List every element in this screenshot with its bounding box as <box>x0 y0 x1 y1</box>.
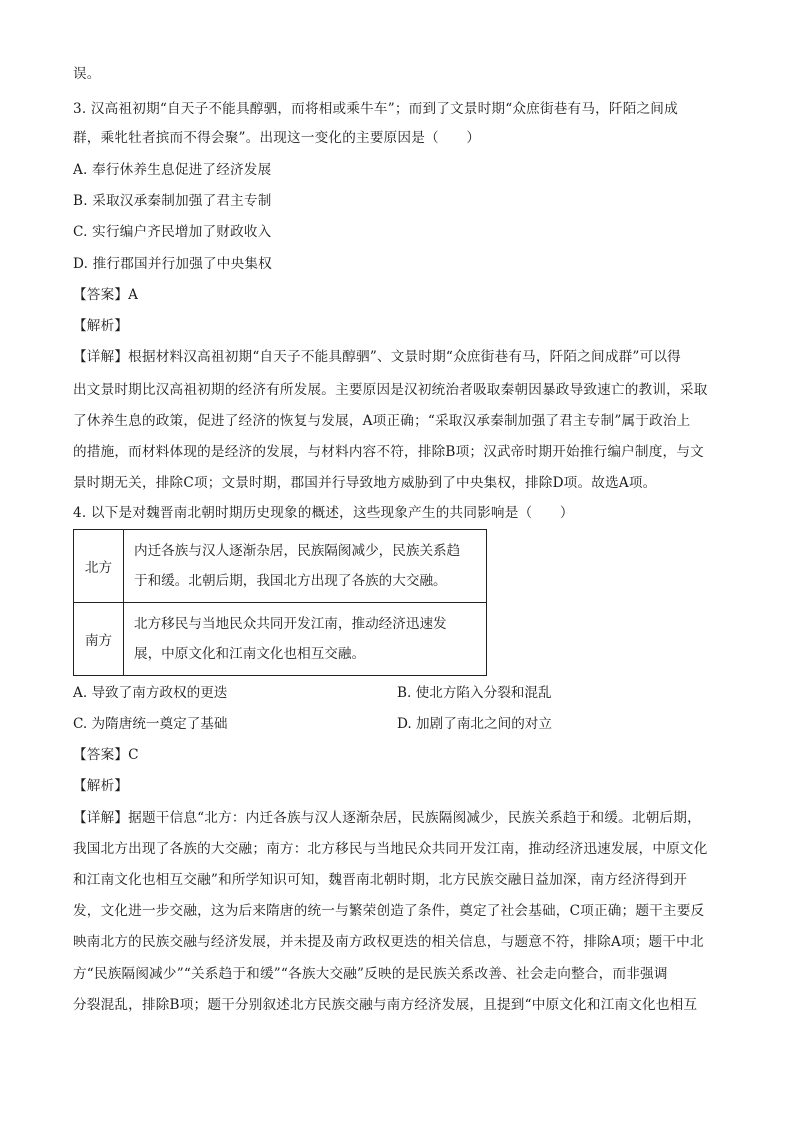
description-line: 展，中原文化和江南文化也相互交融。 <box>134 646 366 662</box>
q3-option-a: A. 奉行休养生息促进了经济发展 <box>73 162 272 178</box>
q3-detail-line: 景时期无关，排除C项；文景时期，郡国并行导致地方威胁到了中央集权，排除D项。故选A项。 <box>73 475 657 491</box>
q4-option-c: C. 为隋唐统一奠定了基础 <box>73 716 228 732</box>
q4-option-a: A. 导致了南方政权的更迭 <box>73 685 228 701</box>
description-line: 内迁各族与汉人逐渐杂居，民族隔阂减少，民族关系趋 <box>134 543 461 559</box>
q3-stem-line-2: 群，乘牝牡者摈而不得会聚”。出现这一变化的主要原因是（ ） <box>73 130 481 146</box>
q4-detail-line: 我国北方出现了各族的大交融；南方：北方移民与当地民众共同开发江南，推动经济迅速发展，中原文化 <box>73 841 708 857</box>
table-row <box>74 603 487 676</box>
region-cell: 北方 <box>74 530 124 603</box>
description-cell <box>124 603 487 676</box>
q3-detail-line: 了休养生息的政策，促进了经济的恢复与发展，A项正确；“采取汉承秦制加强了君主专制”属于政治上 <box>73 413 691 429</box>
q3-option-c: C. 实行编户齐民增加了财政收入 <box>73 224 272 240</box>
description-cell <box>124 530 487 603</box>
q4-option-d: D. 加剧了南北之间的对立 <box>397 716 552 732</box>
description-line: 于和缓。北朝后期，我国北方出现了各族的大交融。 <box>134 573 447 589</box>
region-cell: 南方 <box>74 603 124 676</box>
description-line: 北方移民与当地民众共同开发江南，推动经济迅速发 <box>134 616 447 632</box>
q3-option-b: B. 采取汉承秦制加强了君主专制 <box>73 193 272 209</box>
q4-detail-line: 【详解】据题干信息“北方：内迁各族与汉人逐渐杂居，民族隔阂减少，民族关系趋于和缓。北朝后期， <box>73 810 701 826</box>
previous-text-fragment: 误。 <box>73 66 101 82</box>
q3-analysis-label: 【解析】 <box>73 318 129 334</box>
q3-detail-line: 的措施，而材料体现的是经济的发展，与材料内容不符，排除B项；汉武帝时期开始推行编户制度，与文 <box>73 444 704 460</box>
q3-detail-line: 【详解】根据材料汉高祖初期“自天子不能具醇驷”、文景时期“众庶街巷有马，阡陌之间成群”可以得 <box>73 349 681 365</box>
q3-option-d: D. 推行郡国并行加强了中央集权 <box>73 256 272 272</box>
q4-detail-line: 方“民族隔阂减少”“关系趋于和缓”“各族大交融”反映的是民族关系改善、社会走向整合，而非强调 <box>73 966 668 982</box>
q4-option-b: B. 使北方陷入分裂和混乱 <box>397 685 552 701</box>
q4-stem: 4. 以下是对魏晋南北朝时期历史现象的概述，这些现象产生的共同影响是（ ） <box>73 505 574 521</box>
q4-detail-line: 和江南文化也相互交融”和所学知识可知，魏晋南北朝时期，北方民族交融日益加深，南方经济得到开 <box>73 872 688 888</box>
q4-detail-line: 映南北方的民族交融与经济发展，并未提及南方政权更迭的相关信息，与题意不符，排除A项；题干中北 <box>73 934 704 950</box>
q3-detail-line: 出文景时期比汉高祖初期的经济有所发展。主要原因是汉初统治者吸取秦朝因暴政导致速亡的教训，采取 <box>73 382 708 398</box>
q3-stem-line-1: 3. 汉高祖初期“自天子不能具醇驷，而将相或乘牛车”；而到了文景时期“众庶街巷有马，阡陌之间成 <box>73 101 678 117</box>
q4-detail-line: 分裂混乱，排除B项；题干分别叙述北方民族交融与南方经济发展，且提到“中原文化和江南文化也相互 <box>73 997 698 1013</box>
q4-material-table <box>73 529 487 676</box>
table-row <box>74 530 487 603</box>
q4-detail-line: 发，文化进一步交融，这为后来隋唐的统一与繁荣创造了条件，奠定了社会基础，C项正确；题干主要反 <box>73 903 705 919</box>
q4-analysis-label: 【解析】 <box>73 778 129 794</box>
q4-answer: 【答案】C <box>73 747 139 763</box>
q3-answer: 【答案】A <box>73 287 139 303</box>
